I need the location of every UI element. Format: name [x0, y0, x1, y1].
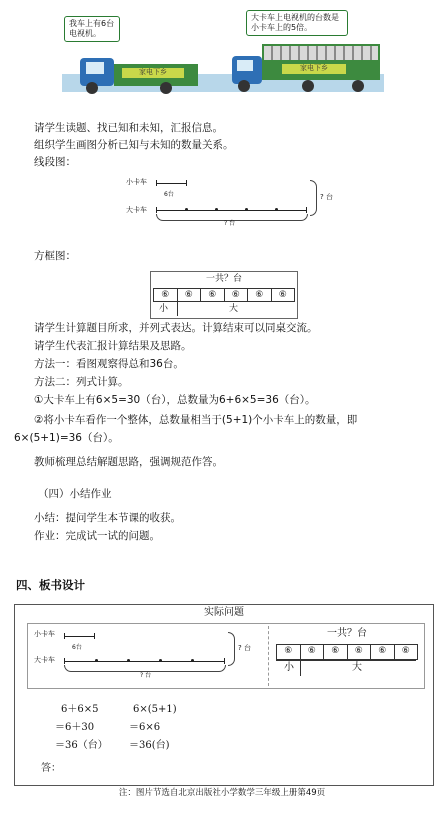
calc-line: 6＋6×5	[61, 704, 99, 715]
paragraph: 组织学生画图分析已知与未知的数量关系。	[34, 139, 234, 151]
answer-label: 答：	[41, 763, 61, 774]
small-truck-label: 小卡车	[34, 630, 55, 638]
box-title: 一共？台	[205, 274, 242, 284]
small-label: 小	[159, 304, 169, 314]
footnote: 注：图片节选自北京出版社小学数学三年级上册第49页	[118, 788, 326, 798]
small-truck-speech-bubble	[64, 16, 120, 42]
board-design	[14, 604, 434, 786]
box-cell: ⑥	[200, 289, 224, 301]
paragraph: 请学生读题、找已知和未知，汇报信息。	[34, 122, 223, 134]
box-cell: ⑥	[247, 289, 271, 301]
paragraph: 方法二：列式计算。	[34, 376, 129, 388]
calc-line: ＝6×6	[129, 722, 161, 733]
board-title: 实际问题	[204, 607, 244, 618]
paragraph: ②将小卡车看作一个整体，总数量相当于(5+1)个小卡车上的数量，即	[34, 414, 358, 426]
big-truck-label: 大卡车	[126, 206, 147, 214]
box-cell: ⑥	[323, 645, 347, 659]
truck-plate-label: 家电下乡	[282, 64, 346, 74]
big-truck-label: 大卡车	[34, 656, 55, 664]
box-cell: ⑥	[370, 645, 394, 659]
big-truck	[232, 42, 382, 92]
big-question-label: ? 台	[140, 672, 152, 679]
total-label: ? 台	[320, 193, 333, 201]
box-cell: ⑥	[271, 289, 295, 301]
big-label: 大	[229, 304, 239, 314]
paragraph: 小结：提问学生本节课的收获。	[34, 512, 181, 524]
box-cell: ⑥	[161, 290, 170, 300]
paragraph: 线段图：	[34, 156, 76, 168]
calc-right	[129, 701, 177, 755]
box-cell: ⑥	[394, 645, 418, 659]
calc-line: ＝36(台)	[129, 740, 170, 751]
paragraph: 6×(5+1)=36（台）。	[14, 432, 119, 444]
illustration	[62, 8, 384, 94]
paragraph: 请学生代表汇报计算结果及思路。	[34, 340, 192, 352]
box-diagram	[276, 626, 418, 684]
paragraph: 请学生计算题目所求，并列式表达。计算结束可以同桌交流。	[34, 322, 318, 334]
box-diagram	[150, 271, 298, 319]
six-label: 6台	[164, 191, 174, 198]
paragraph: 作业：完成试一试的问题。	[34, 530, 160, 542]
paragraph: ①大卡车上有6×5=30（台），总数量为6+6×5=36（台）。	[34, 394, 316, 406]
big-truck-speech-bubble	[246, 10, 348, 36]
segment-diagram	[124, 174, 344, 234]
sub-heading: （四）小结作业	[38, 488, 112, 500]
box-cell: ⑥	[177, 289, 201, 301]
box-title: 一共？台	[327, 628, 367, 639]
paragraph: 教师梳理总结解题思路，强调规范作答。	[34, 456, 223, 468]
calc-left	[55, 701, 108, 755]
truck-plate-label: 家电下乡	[122, 68, 184, 78]
box-cell: ⑥	[284, 646, 293, 656]
total-label: ? 台	[238, 644, 251, 652]
bubble-text: 我车上有6台电视机。	[69, 19, 115, 38]
six-label: 6台	[72, 644, 82, 651]
bubble-text: 大卡车上电视机的台数是小卡车上的5倍。	[251, 13, 339, 32]
segment-diagram	[32, 628, 272, 686]
calc-line: ＝6＋30	[55, 722, 95, 733]
small-truck	[80, 52, 200, 92]
box-cell: ⑥	[300, 645, 324, 659]
small-truck-label: 小卡车	[126, 178, 147, 186]
big-question-label: ? 台	[224, 220, 236, 227]
calc-line: ＝36（台）	[55, 740, 108, 751]
board-inner-box	[27, 623, 425, 689]
big-label: 大	[352, 662, 362, 673]
box-cell: ⑥	[224, 289, 248, 301]
calc-line: 6×(5+1)	[133, 704, 177, 715]
section-heading: 四、板书设计	[16, 578, 85, 592]
paragraph: 方框图：	[34, 250, 76, 262]
box-cell: ⑥	[347, 645, 371, 659]
paragraph: 方法一：看图观察得总和36台。	[34, 358, 184, 370]
small-label: 小	[284, 662, 294, 673]
